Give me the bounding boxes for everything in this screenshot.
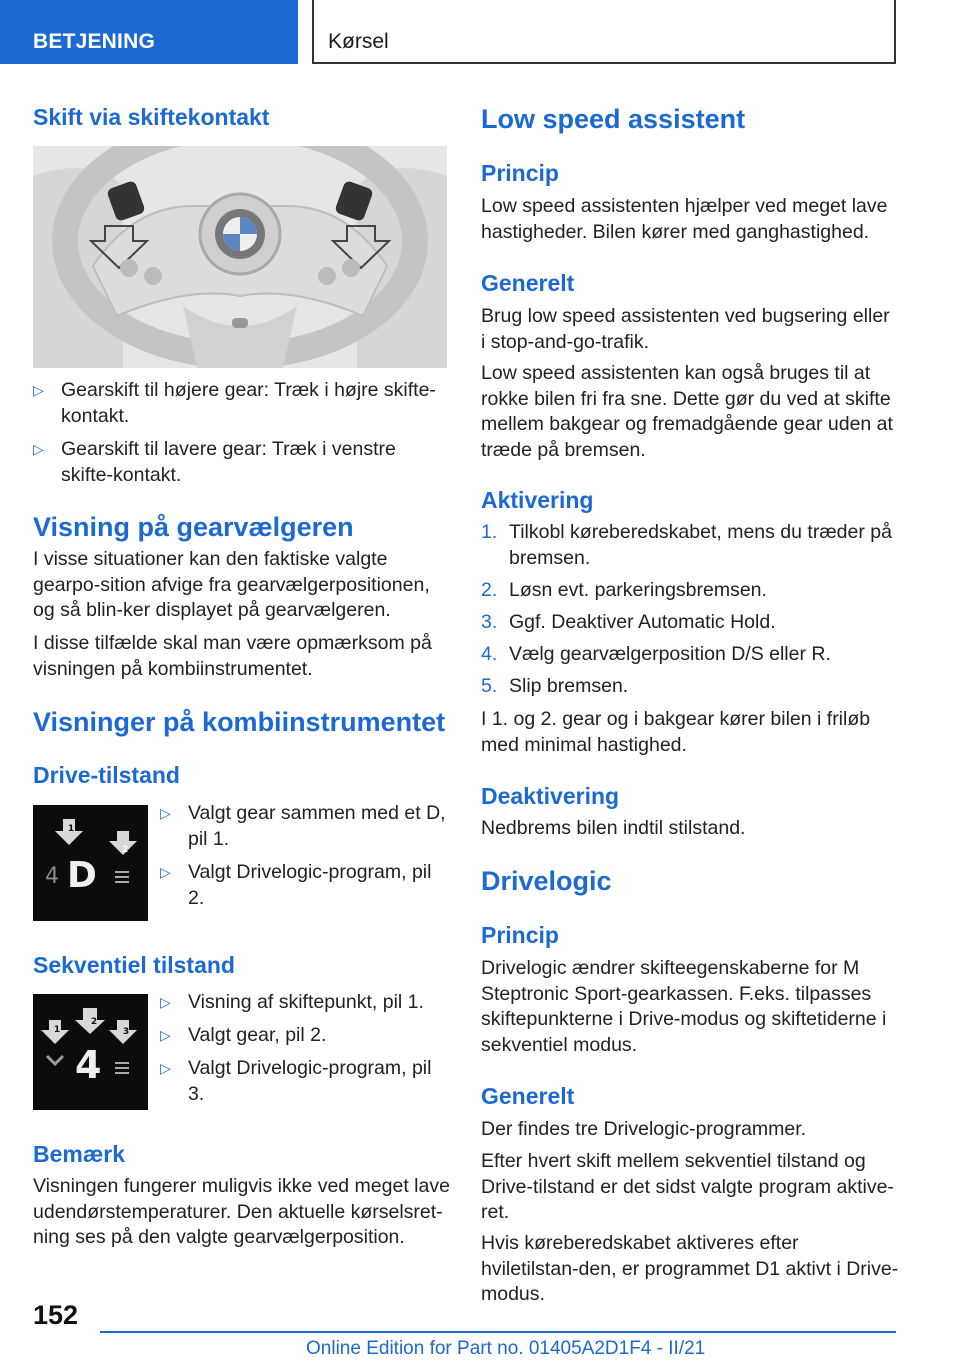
paragraph: Efter hvert skift mellem sekventiel tilstand og Drive-tilstand er det sidst valgte program aktive-ret. — [481, 1150, 894, 1223]
paragraph: Der findes tre Drivelogic-programmer. — [481, 1118, 807, 1140]
steering-wheel-image — [33, 146, 447, 368]
list-item: ▷ Gearskift til lavere gear: Træk i venstre skifte-kontakt. — [33, 438, 396, 486]
paragraph: I visse situationer kan den faktiske valgte gearpo-sition afvige fra gearvælgerpositionen, og så blin-ker displayet på gearvælgeren. — [33, 548, 430, 621]
page-number: 152 — [33, 1300, 79, 1330]
bullet-marker-icon: ▷ — [33, 382, 44, 398]
list-item: ▷ Valgt Drivelogic-program, pil 3. — [160, 1057, 432, 1105]
heading-low-speed-assistant: Low speed assistent — [481, 104, 746, 134]
arrow-1-label: 1 — [67, 824, 75, 834]
arrow-2-label: 2 — [90, 1017, 98, 1027]
arrow-2-label: 2 — [121, 845, 129, 855]
paragraph: Low speed assistenten hjælper ved meget lave hastigheder. Bilen kører med ganghastighed. — [481, 195, 888, 243]
heading-principle: Princip — [481, 160, 559, 186]
section-title: BETJENING — [33, 30, 155, 53]
paragraph: Drivelogic ændrer skifteegenskaberne for M Steptronic Sport-gearkassen. F.eks. tilpasses skiftepunkterne i Drive-modus og skiftetiderne i sekventiel modus. — [481, 957, 887, 1056]
heading-general: Generelt — [481, 270, 575, 296]
drive-mode-illustration — [33, 805, 148, 921]
list-item: 2. Løsn evt. parkeringsbremsen. — [481, 579, 767, 601]
heading-general: Generelt — [481, 1083, 575, 1109]
heading-gear-selector-display: Visning på gearvælgeren — [33, 512, 354, 542]
section-tab — [0, 0, 298, 64]
list-item: 5. Slip bremsen. — [481, 675, 629, 697]
gear-number: 4 — [75, 1043, 102, 1087]
bullet-marker-icon: ▷ — [160, 1027, 171, 1043]
list-item: ▷ Gearskift til højere gear: Træk i højre skifte-kontakt. — [33, 379, 436, 427]
list-item: 3. Ggf. Deaktiver Automatic Hold. — [481, 611, 776, 633]
chapter-tab — [312, 0, 896, 64]
bullet-marker-icon: ▷ — [160, 864, 171, 880]
bullet-marker-icon: ▷ — [160, 1060, 171, 1076]
footer-divider — [100, 1331, 896, 1333]
bullet-marker-icon: ▷ — [33, 441, 44, 457]
heading-note: Bemærk — [33, 1141, 126, 1167]
list-item: ▷ Valgt gear sammen med et D, pil 1. — [160, 802, 446, 850]
heading-instrument-display: Visninger på kombiinstrumentet — [33, 707, 446, 737]
list-item: 4. Vælg gearvælgerposition D/S eller R. — [481, 643, 831, 665]
heading-deactivation: Deaktivering — [481, 783, 620, 809]
paragraph: I 1. og 2. gear og i bakgear kører bilen i friløb med minimal hastighed. — [481, 708, 871, 756]
list-item: ▷ Valgt Drivelogic-program, pil 2. — [160, 861, 432, 909]
arrow-1-label: 1 — [53, 1025, 61, 1035]
list-item: 1. Tilkobl køreberedskabet, mens du træder på bremsen. — [481, 521, 892, 569]
sequential-mode-display-image — [33, 994, 148, 1110]
paragraph: Visningen fungerer muligvis ikke ved meget lave udendørstemperaturer. Den aktuelle kørselsret-ning ses på den valgte gearvælgerposition. — [33, 1175, 450, 1248]
list-item: ▷ Visning af skiftepunkt, pil 1. — [160, 990, 450, 1016]
chapter-title: Kørsel — [328, 30, 389, 53]
heading-principle: Princip — [481, 922, 559, 948]
heading-activation: Aktivering — [481, 487, 594, 513]
heading-drive-mode: Drive-tilstand — [33, 762, 180, 788]
drive-mode-display-image — [33, 805, 148, 921]
heading-shift-paddles: Skift via skiftekontakt — [33, 104, 270, 130]
paragraph: Hvis køreberedskabet aktiveres efter hviletilstan-den, er programmet D1 aktivt i Drive-modus. — [481, 1232, 899, 1305]
heading-sequential-mode: Sekventiel tilstand — [33, 952, 235, 978]
paragraph: Nedbrems bilen indtil stilstand. — [481, 817, 746, 839]
gear-letter: D — [67, 855, 97, 896]
bullet-marker-icon: ▷ — [160, 805, 171, 821]
drivelogic-number: 4 — [45, 864, 59, 889]
list-item: ▷ Valgt gear, pil 2. — [160, 1023, 450, 1049]
edition-note: Online Edition for Part no. 01405A2D1F4 - II/21 — [306, 1338, 706, 1359]
heading-drivelogic: Drivelogic — [481, 866, 612, 896]
paragraph: I disse tilfælde skal man være opmærksom på visningen på kombiinstrumentet. — [33, 632, 432, 680]
bullet-marker-icon: ▷ — [160, 994, 171, 1010]
sequential-mode-illustration — [33, 994, 148, 1110]
paragraph: Brug low speed assistenten ved bugsering eller i stop-and-go-trafik. — [481, 305, 890, 353]
arrow-3-label: 3 — [122, 1027, 130, 1037]
paragraph: Low speed assistenten kan også bruges til at rokke bilen fri fra sne. Dette gør du ved at skifte mellem bakgear og fremadgående gear uden at træde på bremsen. — [481, 362, 893, 461]
steering-wheel-illustration — [33, 146, 447, 368]
